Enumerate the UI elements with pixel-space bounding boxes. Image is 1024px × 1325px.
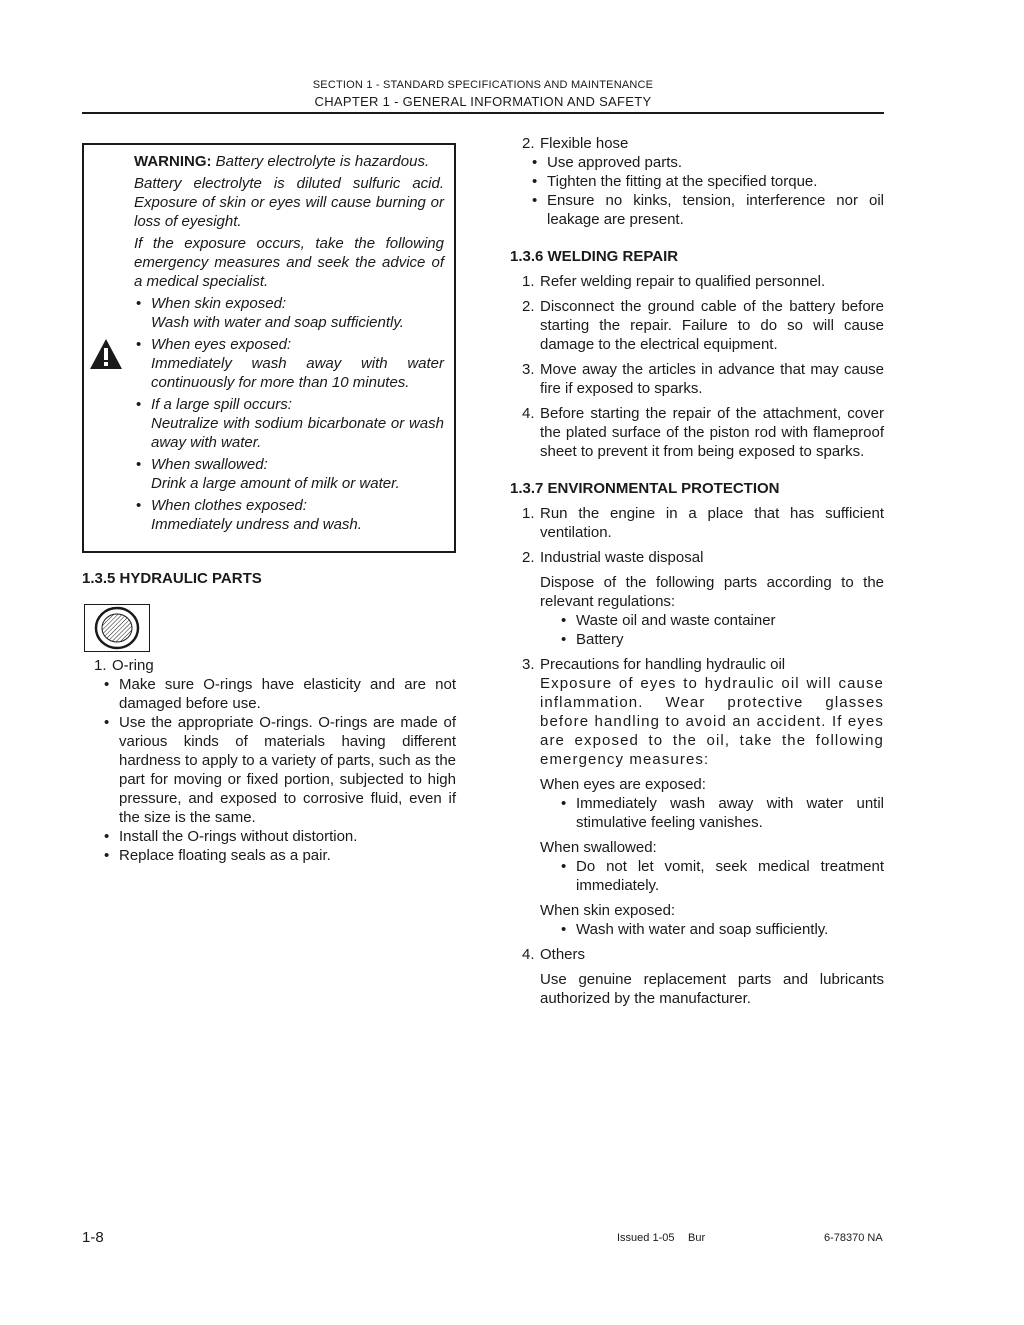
welding-item: 2. Disconnect the ground cable of the battery before starting the repair. Failure to do so will cause damage to the electrical equipment.: [522, 298, 884, 353]
warning-label: WARNING:: [134, 153, 212, 170]
warning-title: [134, 152, 444, 171]
header-rule: [82, 112, 884, 114]
chapter-title: CHAPTER 1 - GENERAL INFORMATION AND SAFETY: [314, 94, 652, 109]
waste-bullets: [510, 611, 884, 649]
warning-item: • When swallowed: Drink a large amount of milk or water.: [134, 455, 444, 493]
eyes-label: When eyes are exposed:: [540, 776, 706, 793]
o-ring-icon: [92, 606, 142, 650]
warning-list: [134, 294, 444, 534]
eyes-bullets: [510, 794, 884, 832]
skin-bullet: • Wash with water and soap sufficiently.: [510, 920, 884, 939]
section-title: SECTION 1 - STANDARD SPECIFICATIONS AND MAINTENANCE: [312, 79, 654, 91]
warning-box: [82, 143, 456, 553]
left-column: [82, 143, 456, 865]
skin-bullets: [510, 920, 884, 939]
o-ring-bullet: • Use the appropriate O-rings. O-rings are made of various kinds of materials having different hardness to apply to a variety of parts, such as the part for moving or fixed portion, subjected to high pressure, and exposed to corrosive fluid, even if the size is the same.: [82, 713, 456, 827]
hose-bullets: [510, 153, 884, 229]
warning-item: • If a large spill occurs: Neutralize with sodium bicarbonate or wash away with water.: [134, 395, 444, 452]
o-ring-item: 1. O-ring: [94, 657, 154, 674]
hose-bullet: • Ensure no kinks, tension, interference nor oil leakage are present.: [510, 191, 884, 229]
hydraulic-heading: 1.3.5 HYDRAULIC PARTS: [82, 570, 262, 587]
o-ring-figure: [84, 604, 150, 652]
env-item-2-body: Dispose of the following parts according to the relevant regulations:: [540, 574, 884, 610]
warning-para-2: If the exposure occurs, take the following emergency measures and seek the advice of a medical specialist.: [134, 235, 444, 290]
swallow-bullet: • Do not let vomit, seek medical treatment immediately.: [510, 857, 884, 895]
warning-triangle-icon: [89, 338, 123, 370]
env-item-4: 4. Others: [522, 946, 586, 963]
warning-item: • When clothes exposed: Immediately undress and wash.: [134, 496, 444, 534]
waste-bullet: • Waste oil and waste container: [510, 611, 884, 630]
warning-item: • When eyes exposed: Immediately wash away with water continuously for more than 10 minutes.: [134, 335, 444, 392]
welding-item: 1. Refer welding repair to qualified personnel.: [522, 273, 826, 290]
env-item-4-body: Use genuine replacement parts and lubricants authorized by the manufacturer.: [540, 971, 884, 1007]
swallow-label: When swallowed:: [540, 839, 657, 856]
flexible-hose-item: 2. Flexible hose: [522, 135, 629, 152]
o-ring-bullet: • Replace floating seals as a pair.: [82, 846, 456, 865]
env-item-1: 1. Run the engine in a place that has sufficient ventilation.: [522, 505, 884, 541]
issued-date: Issued 1-05: [617, 1232, 675, 1244]
env-item-3-body: Exposure of eyes to hydraulic oil will cause inflammation. Wear protective glasses before handling to avoid an accident. If eyes are exposed to the oil, take the following emergency measures:: [540, 675, 884, 768]
env-item-2: 2. Industrial waste disposal: [522, 549, 704, 566]
page-number: 1-8: [82, 1229, 104, 1246]
document-number: 6-78370 NA: [824, 1232, 883, 1244]
warning-para-1: Battery electrolyte is diluted sulfuric acid. Exposure of skin or eyes will cause burning or loss of eyesight.: [134, 175, 444, 230]
o-ring-bullets: [82, 675, 456, 865]
o-ring-bullet: • Make sure O-rings have elasticity and are not damaged before use.: [82, 675, 456, 713]
page-header: [82, 78, 884, 110]
welding-item: 4. Before starting the repair of the attachment, cover the plated surface of the piston rod with flameproof sheet to prevent it from being exposed to sparks.: [522, 405, 884, 460]
environmental-heading: 1.3.7 ENVIRONMENTAL PROTECTION: [510, 480, 780, 497]
hose-bullet: • Tighten the fitting at the specified torque.: [510, 172, 884, 191]
warning-item: • When skin exposed: Wash with water and soap sufficiently.: [134, 294, 444, 332]
env-item-3: 3. Precautions for handling hydraulic oil: [522, 656, 786, 673]
welding-item: 3. Move away the articles in advance that may cause fire if exposed to sparks.: [522, 361, 884, 397]
issued-location: Bur: [688, 1232, 706, 1244]
welding-heading: 1.3.6 WELDING REPAIR: [510, 248, 679, 265]
hose-bullet: • Use approved parts.: [510, 153, 884, 172]
eyes-bullet: • Immediately wash away with water until stimulative feeling vanishes.: [510, 794, 884, 832]
swallow-bullets: [510, 857, 884, 895]
right-column: [510, 134, 884, 1008]
warning-title-text: Battery electrolyte is hazardous.: [215, 153, 430, 170]
waste-bullet: • Battery: [510, 630, 884, 649]
o-ring-bullet: • Install the O-rings without distortion.: [82, 827, 456, 846]
skin-label: When skin exposed:: [540, 902, 676, 919]
